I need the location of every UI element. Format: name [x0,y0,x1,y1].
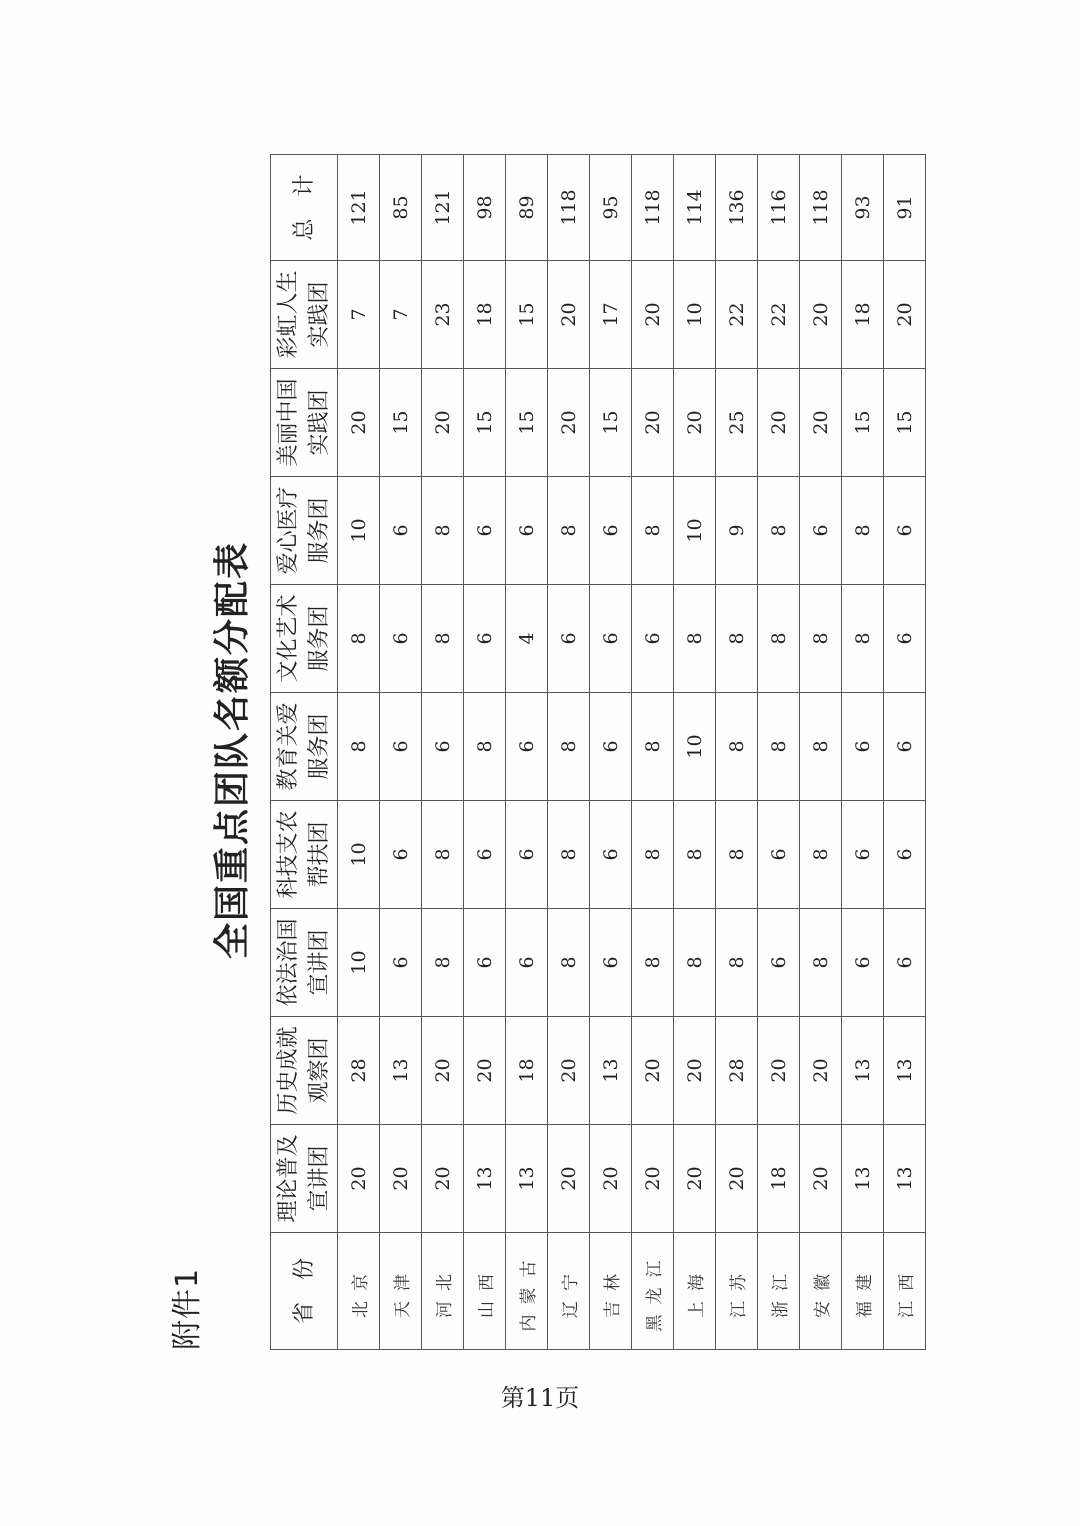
quota-cell: 20 [632,1125,674,1233]
quota-cell: 6 [590,801,632,909]
total-cell: 98 [464,155,506,261]
table-row [380,155,422,1350]
quota-cell: 6 [884,801,926,909]
quota-cell: 13 [842,1017,884,1125]
quota-cell: 13 [506,1125,548,1233]
total-cell: 91 [884,155,926,261]
quota-cell: 20 [632,1017,674,1125]
quota-cell: 18 [464,261,506,369]
table-row [632,155,674,1350]
quota-cell: 10 [674,693,716,801]
table-row [800,155,842,1350]
table-body [338,155,926,1350]
quota-cell: 23 [422,261,464,369]
quota-cell: 6 [758,801,800,909]
quota-cell: 20 [422,369,464,477]
header-team-5: 教育关爱 服务团 [271,693,338,801]
quota-cell: 6 [506,801,548,909]
table-row [884,155,926,1350]
province-cell: 天津 [380,1233,422,1350]
quota-cell: 15 [506,369,548,477]
quota-cell: 6 [590,477,632,585]
quota-cell: 8 [674,909,716,1017]
total-cell: 121 [338,155,380,261]
quota-cell: 8 [422,909,464,1017]
quota-cell: 20 [884,261,926,369]
province-cell: 河北 [422,1233,464,1350]
quota-cell: 9 [716,477,758,585]
quota-cell: 20 [548,1017,590,1125]
total-cell: 116 [758,155,800,261]
header-total: 总 计 [271,155,338,261]
quota-cell: 20 [464,1017,506,1125]
table-row [548,155,590,1350]
quota-cell: 8 [716,585,758,693]
total-cell: 89 [506,155,548,261]
quota-cell: 10 [674,477,716,585]
quota-cell: 22 [758,261,800,369]
quota-cell: 13 [884,1017,926,1125]
province-cell: 内蒙古 [506,1233,548,1350]
quota-cell: 18 [506,1017,548,1125]
quota-cell: 8 [716,909,758,1017]
quota-cell: 6 [506,909,548,1017]
quota-cell: 10 [338,477,380,585]
province-cell: 江苏 [716,1233,758,1350]
quota-cell: 6 [464,477,506,585]
quota-cell: 20 [422,1017,464,1125]
quota-cell: 20 [590,1125,632,1233]
quota-cell: 8 [716,801,758,909]
quota-cell: 20 [632,261,674,369]
quota-cell: 20 [800,369,842,477]
table-row [506,155,548,1350]
total-cell: 95 [590,155,632,261]
quota-cell: 8 [842,585,884,693]
quota-cell: 20 [422,1125,464,1233]
quota-cell: 20 [548,369,590,477]
total-cell: 136 [716,155,758,261]
quota-cell: 20 [380,1125,422,1233]
quota-cell: 20 [758,369,800,477]
quota-cell: 15 [884,369,926,477]
quota-cell: 8 [422,585,464,693]
quota-cell: 18 [842,261,884,369]
quota-cell: 8 [632,801,674,909]
quota-cell: 13 [842,1125,884,1233]
quota-cell: 28 [338,1017,380,1125]
header-team-1: 理论普及 宣讲团 [271,1125,338,1233]
quota-cell: 8 [716,693,758,801]
quota-cell: 6 [590,909,632,1017]
quota-cell: 8 [800,909,842,1017]
quota-cell: 20 [800,261,842,369]
quota-cell: 8 [464,693,506,801]
quota-cell: 10 [338,801,380,909]
total-cell: 114 [674,155,716,261]
quota-cell: 17 [590,261,632,369]
total-cell: 121 [422,155,464,261]
document-title: 全国重点团队名额分配表 [211,541,253,960]
quota-cell: 7 [380,261,422,369]
total-cell: 85 [380,155,422,261]
quota-cell: 8 [674,801,716,909]
quota-cell: 8 [800,801,842,909]
quota-cell: 22 [716,261,758,369]
quota-cell: 8 [338,585,380,693]
quota-cell: 20 [674,1017,716,1125]
quota-cell: 6 [842,801,884,909]
quota-cell: 8 [758,693,800,801]
quota-cell: 15 [590,369,632,477]
header-team-4: 科技支农 帮扶团 [271,801,338,909]
province-cell: 山西 [464,1233,506,1350]
quota-cell: 6 [590,693,632,801]
quota-cell: 6 [548,585,590,693]
quota-cell: 8 [842,477,884,585]
quota-cell: 20 [716,1125,758,1233]
header-team-6: 文化艺术 服务团 [271,585,338,693]
table-row [590,155,632,1350]
province-cell: 北京 [338,1233,380,1350]
quota-cell: 6 [380,585,422,693]
total-cell: 93 [842,155,884,261]
table-row [716,155,758,1350]
quota-cell: 10 [338,909,380,1017]
quota-cell: 20 [632,369,674,477]
quota-cell: 6 [758,909,800,1017]
quota-cell: 20 [758,1017,800,1125]
quota-cell: 6 [590,585,632,693]
quota-cell: 8 [674,585,716,693]
table-row [758,155,800,1350]
total-cell: 118 [800,155,842,261]
quota-cell: 20 [548,1125,590,1233]
header-team-8: 美丽中国 实践团 [271,369,338,477]
quota-cell: 8 [548,909,590,1017]
total-cell: 118 [548,155,590,261]
quota-cell: 8 [338,693,380,801]
province-cell: 吉林 [590,1233,632,1350]
quota-cell: 8 [758,585,800,693]
quota-cell: 6 [842,909,884,1017]
attachment-label: 附件1 [170,1267,205,1350]
quota-cell: 6 [380,801,422,909]
table-header-row [271,155,338,1350]
quota-cell: 28 [716,1017,758,1125]
header-team-7: 爱心医疗 服务团 [271,477,338,585]
quota-cell: 15 [464,369,506,477]
quota-cell: 8 [800,693,842,801]
province-cell: 浙江 [758,1233,800,1350]
quota-cell: 20 [800,1125,842,1233]
quota-cell: 6 [380,477,422,585]
quota-cell: 6 [800,477,842,585]
quota-cell: 20 [548,261,590,369]
quota-cell: 8 [422,477,464,585]
quota-cell: 15 [506,261,548,369]
quota-cell: 6 [884,693,926,801]
quota-cell: 20 [674,1125,716,1233]
quota-cell: 8 [548,477,590,585]
quota-cell: 18 [758,1125,800,1233]
table-row [464,155,506,1350]
allocation-table [270,154,926,1350]
quota-cell: 13 [884,1125,926,1233]
table-row [674,155,716,1350]
province-cell: 上海 [674,1233,716,1350]
quota-cell: 7 [338,261,380,369]
quota-cell: 8 [800,585,842,693]
province-cell: 福建 [842,1233,884,1350]
quota-cell: 13 [380,1017,422,1125]
quota-cell: 6 [464,909,506,1017]
quota-cell: 20 [338,369,380,477]
quota-cell: 8 [422,801,464,909]
page-number: 第11页 [500,1384,580,1412]
quota-cell: 6 [422,693,464,801]
province-cell: 江西 [884,1233,926,1350]
quota-cell: 20 [338,1125,380,1233]
province-cell: 辽宁 [548,1233,590,1350]
quota-cell: 8 [632,909,674,1017]
quota-cell: 6 [842,693,884,801]
header-team-9: 彩虹人生 实践团 [271,261,338,369]
quota-cell: 6 [464,585,506,693]
table-row [338,155,380,1350]
quota-cell: 6 [884,477,926,585]
table-row [422,155,464,1350]
province-cell: 安徽 [800,1233,842,1350]
quota-cell: 6 [884,909,926,1017]
total-cell: 118 [632,155,674,261]
quota-cell: 6 [380,693,422,801]
quota-cell: 8 [758,477,800,585]
header-province: 省 份 [271,1233,338,1350]
quota-cell: 8 [548,693,590,801]
quota-cell: 20 [800,1017,842,1125]
quota-cell: 10 [674,261,716,369]
province-cell: 黑龙江 [632,1233,674,1350]
quota-cell: 6 [464,801,506,909]
quota-cell: 8 [548,801,590,909]
quota-cell: 15 [380,369,422,477]
rotated-content [160,150,920,1350]
quota-cell: 4 [506,585,548,693]
quota-cell: 6 [632,585,674,693]
table-row [842,155,884,1350]
quota-cell: 6 [380,909,422,1017]
quota-cell: 8 [632,477,674,585]
header-team-3: 依法治国 宣讲团 [271,909,338,1017]
quota-cell: 8 [632,693,674,801]
quota-cell: 20 [674,369,716,477]
quota-cell: 6 [884,585,926,693]
quota-cell: 13 [464,1125,506,1233]
quota-cell: 13 [590,1017,632,1125]
quota-cell: 6 [506,477,548,585]
quota-cell: 6 [506,693,548,801]
quota-cell: 15 [842,369,884,477]
header-team-2: 历史成就 观察团 [271,1017,338,1125]
quota-cell: 25 [716,369,758,477]
